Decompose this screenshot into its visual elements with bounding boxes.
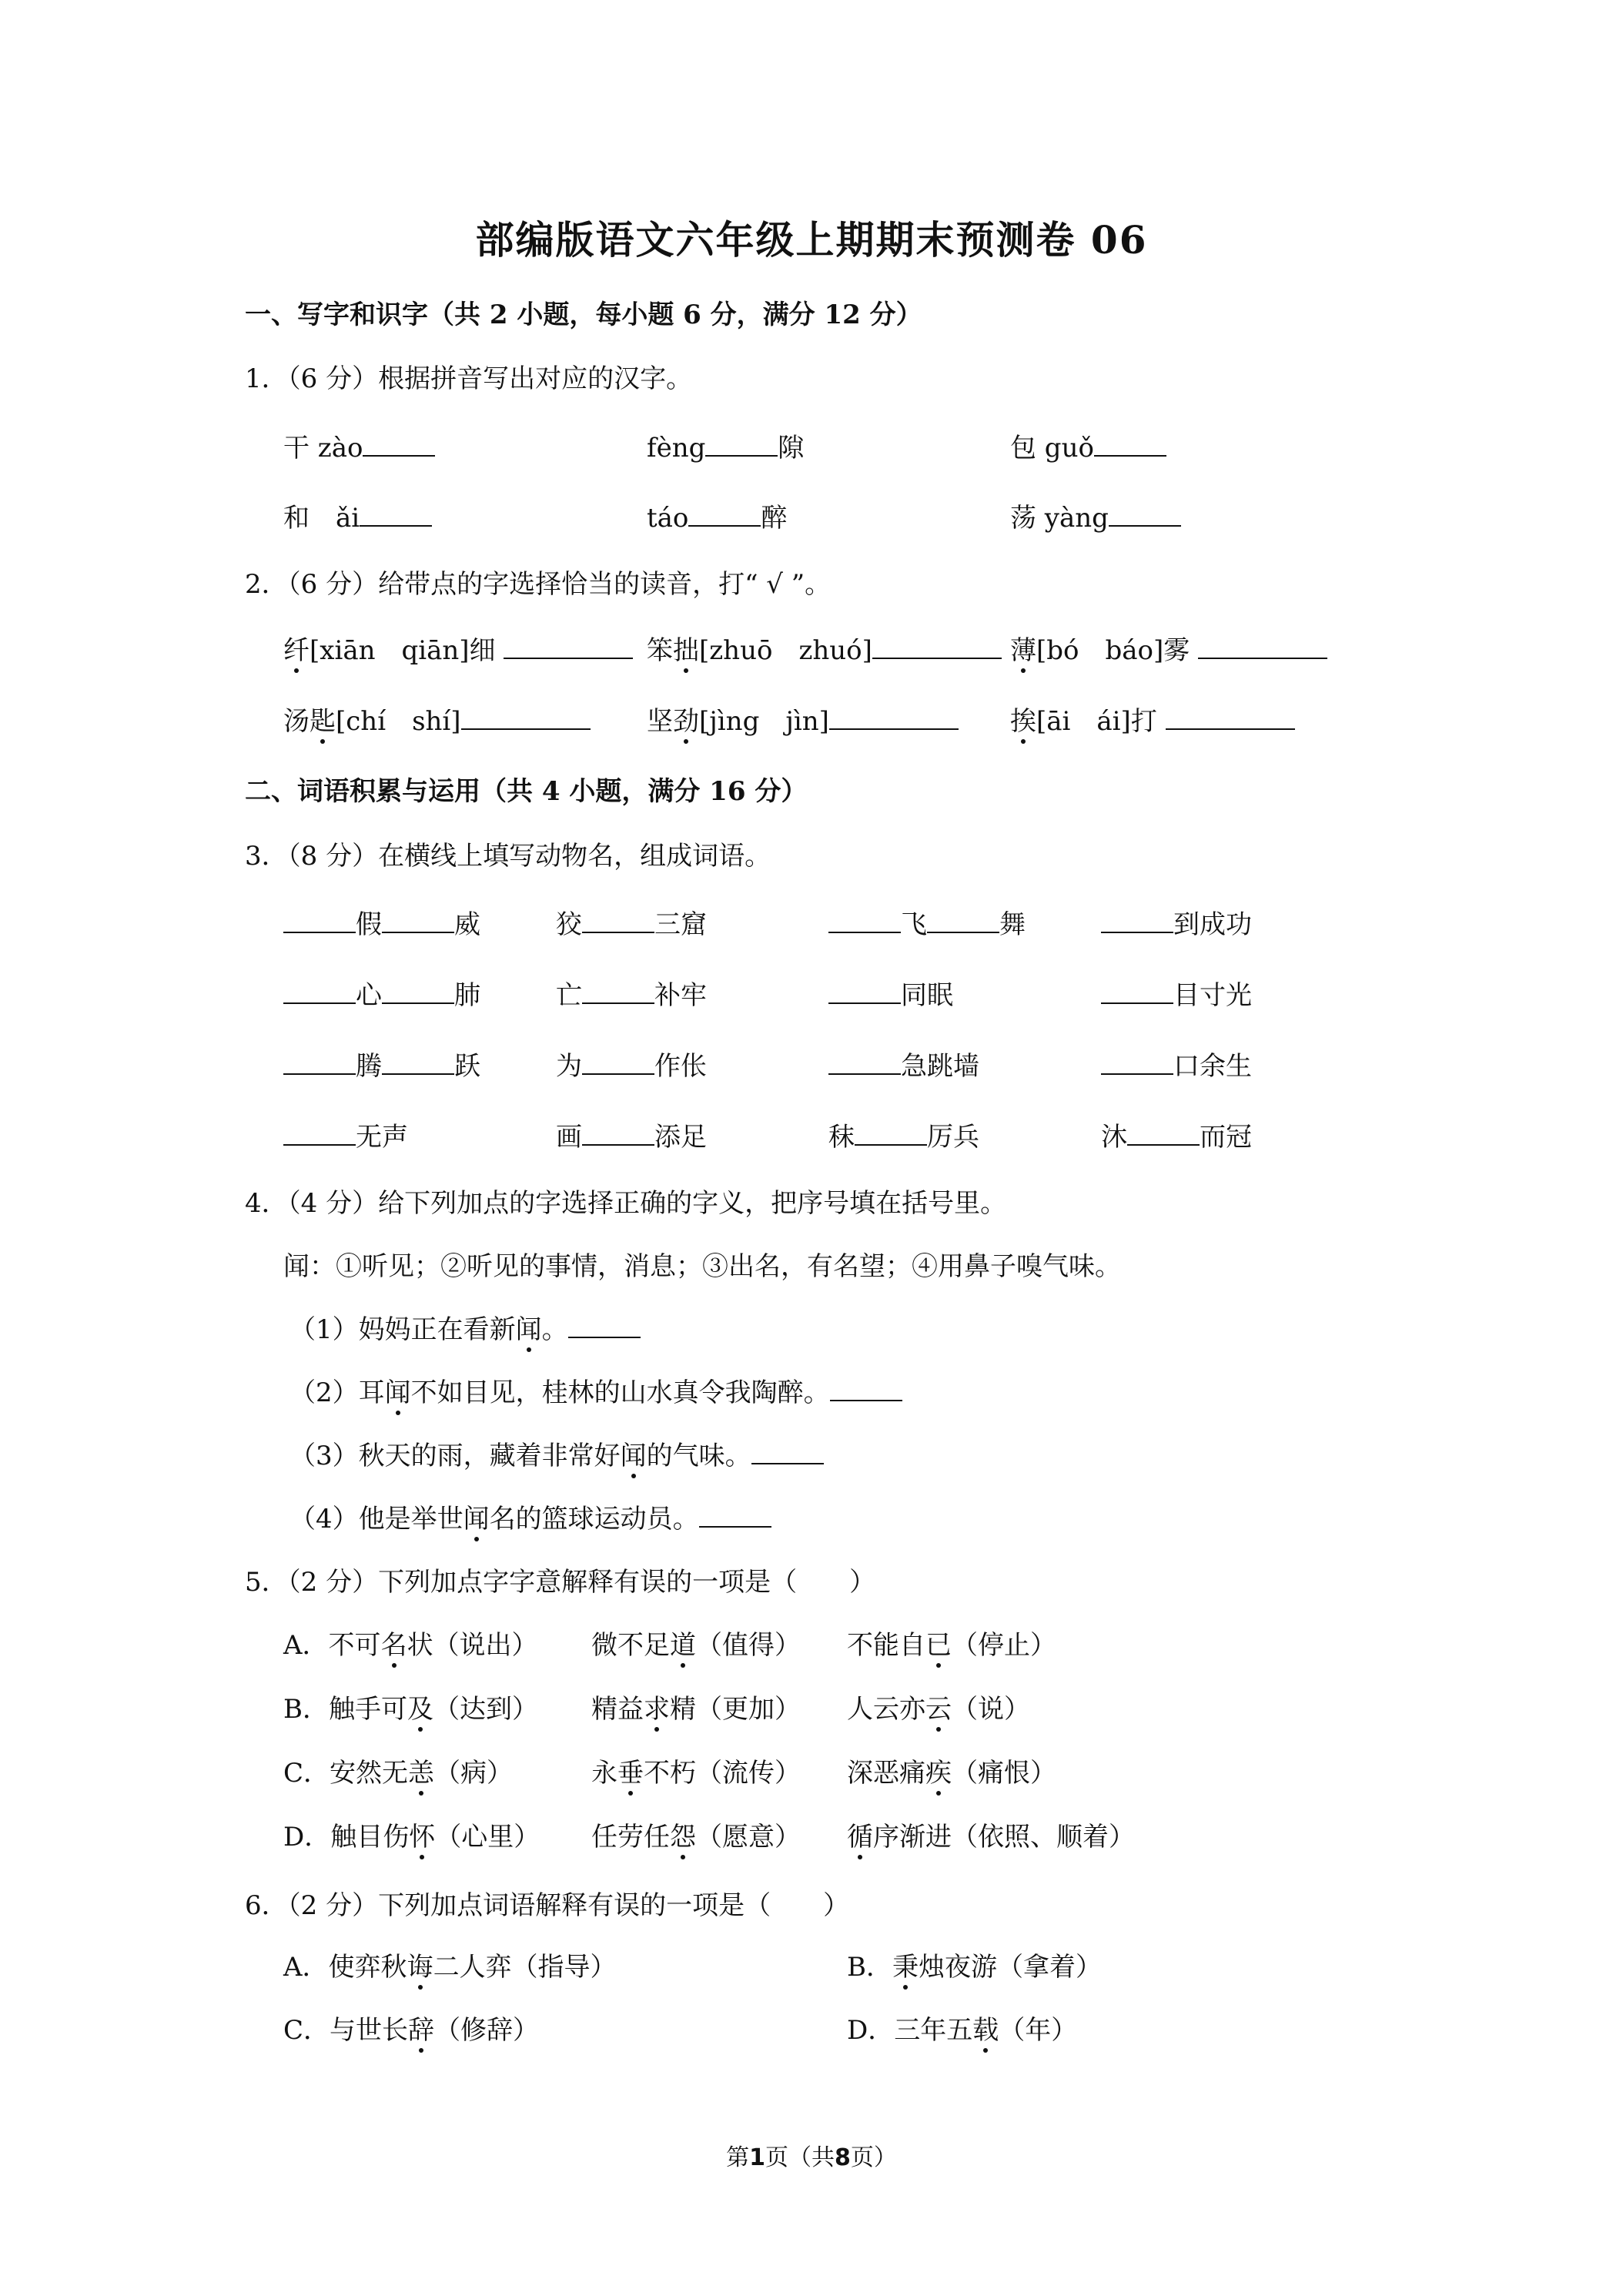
q5-text: （值得） <box>696 1630 801 1661</box>
answer-blank[interactable] <box>828 905 901 933</box>
page-title: 部编版语文六年级上期期末预测卷 06 <box>475 217 1148 263</box>
q1-item-6-text: 荡 yàng <box>1010 503 1109 534</box>
q3-text: 威 <box>454 909 480 940</box>
q2-item-6-options: [āi ái]打 <box>1036 706 1157 737</box>
q4-meanings: 闻：①听见；②听见的事情，消息；③出名，有名望；④用鼻子嗅气味。 <box>283 1251 1121 1282</box>
answer-blank[interactable] <box>382 1047 454 1075</box>
q6-text: （修辞） <box>434 2015 540 2046</box>
dotted-char: 云 <box>925 1694 952 1725</box>
q5-text: 状（说出） <box>407 1630 538 1661</box>
q3-text: 舞 <box>999 909 1026 940</box>
dotted-char: 恙 <box>408 1758 435 1789</box>
q5-option-c-1[interactable] <box>283 1754 513 1792</box>
q4-text: （2）耳 <box>289 1377 385 1408</box>
q3-text: 肺 <box>454 980 480 1011</box>
q5-option-d-2 <box>591 1818 801 1856</box>
q6-option-d[interactable] <box>847 2011 1077 2050</box>
footer-text: 页（共 <box>765 2144 835 2171</box>
q1-item-2 <box>647 429 804 467</box>
q6-option-a[interactable] <box>283 1948 617 1986</box>
q5-text: D．触目伤 <box>283 1822 410 1853</box>
dotted-char: 已 <box>925 1630 952 1661</box>
q3-item-3 <box>828 905 1026 944</box>
q5-text: 不朽（流传） <box>644 1758 801 1789</box>
answer-blank[interactable] <box>828 976 901 1004</box>
q1-item-3 <box>1010 429 1166 467</box>
dotted-char: 载 <box>972 2015 999 2046</box>
page-footer <box>0 2143 1623 2174</box>
q2-item-2-options: [zhuō zhuó] <box>699 635 872 666</box>
answer-blank[interactable] <box>1101 905 1173 933</box>
q2-item-6 <box>1010 702 1295 741</box>
dotted-char: 纤 <box>283 635 310 666</box>
q6-text: 二人弈（指导） <box>433 1952 617 1983</box>
q5-option-d-1[interactable] <box>283 1818 540 1856</box>
q3-text: 腾 <box>356 1051 382 1082</box>
q1-item-4 <box>283 499 432 537</box>
question-4-stem: 4．（4 分）给下列加点的字选择正确的字义，把序号填在括号里。 <box>245 1188 1007 1219</box>
q2-item-4-options: [chí shí] <box>336 706 461 737</box>
answer-blank[interactable] <box>699 1500 771 1528</box>
dotted-char: 闻 <box>384 1377 411 1408</box>
q6-text: 烛夜游（拿着） <box>919 1952 1102 1983</box>
answer-blank[interactable] <box>582 905 654 933</box>
q5-text: 任劳任 <box>591 1822 670 1853</box>
answer-blank[interactable] <box>382 976 454 1004</box>
footer-text: 页） <box>850 2144 897 2171</box>
answer-blank[interactable] <box>1166 702 1295 730</box>
q4-sentence-4 <box>289 1500 771 1538</box>
q1-item-2-pinyin: fèng <box>647 433 706 464</box>
q3-text: 为 <box>556 1051 582 1082</box>
q1-item-3-text: 包 guǒ <box>1010 433 1094 464</box>
answer-blank[interactable] <box>568 1310 641 1338</box>
dotted-char: 辞 <box>408 2015 435 2046</box>
q5-text: 微不足 <box>591 1630 670 1661</box>
answer-blank[interactable] <box>1101 976 1173 1004</box>
q3-text: 秣 <box>828 1122 855 1153</box>
q2-item-4-char: 汤 <box>283 706 310 737</box>
q1-item-5-char: 醉 <box>761 503 788 534</box>
q3-text: 沐 <box>1101 1122 1127 1153</box>
q6-text: （年） <box>999 2015 1078 2046</box>
question-2-stem: 2．（6 分）给带点的字选择恰当的读音，打“ √ ”。 <box>245 569 832 600</box>
q2-item-4 <box>283 702 591 741</box>
q3-item-16 <box>1101 1118 1252 1156</box>
q4-text: 名的篮球运动员。 <box>489 1504 699 1535</box>
q3-text: 作伥 <box>654 1051 707 1082</box>
q5-text: （病） <box>434 1758 514 1789</box>
q5-option-c-3 <box>847 1754 1056 1792</box>
q3-item-8 <box>1101 976 1252 1015</box>
q2-item-3 <box>1010 631 1327 670</box>
footer-text: 第 <box>726 2144 750 2171</box>
page-number: 1 <box>749 2144 765 2171</box>
dotted-char: 闻 <box>620 1441 647 1471</box>
answer-blank[interactable] <box>830 1374 902 1401</box>
answer-blank[interactable] <box>283 1118 356 1146</box>
q2-item-1-options: [xiān qiān]细 <box>310 635 496 666</box>
answer-blank[interactable] <box>382 905 454 933</box>
answer-blank[interactable] <box>1127 1118 1200 1146</box>
q3-text: 添足 <box>654 1122 707 1153</box>
q4-sentence-2 <box>289 1374 902 1412</box>
answer-blank[interactable] <box>283 976 356 1004</box>
q2-item-5-char: 坚 <box>647 706 673 737</box>
dotted-char: 劲 <box>673 706 699 737</box>
answer-blank[interactable] <box>1094 429 1166 457</box>
dotted-char: 闻 <box>463 1504 490 1535</box>
answer-blank[interactable] <box>1101 1047 1173 1075</box>
q6-option-b[interactable] <box>847 1948 1102 1986</box>
q5-text: （停止） <box>952 1630 1056 1661</box>
q1-item-5-pinyin: táo <box>647 503 689 534</box>
q3-text: 飞 <box>901 909 927 940</box>
q3-item-9 <box>283 1047 480 1086</box>
answer-blank[interactable] <box>582 976 654 1004</box>
q5-text: （达到） <box>433 1694 538 1725</box>
q5-option-b-1[interactable] <box>283 1690 538 1729</box>
dotted-char: 及 <box>407 1694 433 1725</box>
q3-text: 到成功 <box>1173 909 1252 940</box>
q5-option-a-3 <box>847 1626 1056 1665</box>
q3-item-7 <box>828 976 953 1015</box>
q3-item-15 <box>828 1118 979 1156</box>
answer-blank[interactable] <box>829 702 959 730</box>
q3-item-5 <box>283 976 480 1015</box>
q5-text: C．安然无 <box>283 1758 409 1789</box>
q2-item-2 <box>647 631 1002 670</box>
q1-item-5 <box>647 499 787 537</box>
q5-text: 不能自 <box>847 1630 925 1661</box>
dotted-char: 诲 <box>407 1952 433 1983</box>
q6-option-c[interactable] <box>283 2011 539 2050</box>
q5-text: （痛恨） <box>952 1758 1056 1789</box>
q5-option-a-2 <box>591 1626 801 1665</box>
answer-blank[interactable] <box>582 1047 654 1075</box>
q5-text: 深恶痛 <box>847 1758 925 1789</box>
answer-blank[interactable] <box>1198 631 1327 659</box>
dotted-char: 疾 <box>925 1758 952 1789</box>
q5-option-d-3 <box>847 1818 1135 1856</box>
q5-text: （愿意） <box>696 1822 801 1853</box>
q3-item-14 <box>556 1118 707 1156</box>
answer-blank[interactable] <box>828 1047 901 1075</box>
q3-text: 假 <box>356 909 382 940</box>
dotted-char: 道 <box>670 1630 696 1661</box>
answer-blank[interactable] <box>855 1118 927 1146</box>
q1-item-4-text: 和 ǎi <box>283 503 360 534</box>
q3-text: 亡 <box>556 980 582 1011</box>
q5-option-b-3 <box>847 1690 1030 1729</box>
dotted-char: 怨 <box>670 1822 696 1853</box>
q4-sentence-3 <box>289 1437 824 1475</box>
q6-text: B． <box>847 1952 892 1983</box>
section-heading-2: 二、词语积累与运用（共 4 小题，满分 16 分） <box>245 776 808 807</box>
q3-text: 而冠 <box>1200 1122 1252 1153</box>
q1-item-6 <box>1010 499 1181 537</box>
answer-blank[interactable] <box>872 631 1002 659</box>
q5-option-c-2 <box>591 1754 801 1792</box>
q5-text: 永 <box>591 1758 617 1789</box>
q3-text: 厉兵 <box>927 1122 979 1153</box>
answer-blank[interactable] <box>363 429 435 457</box>
q4-text: （1）妈妈正在看新 <box>289 1314 516 1345</box>
answer-blank[interactable] <box>461 702 591 730</box>
answer-blank[interactable] <box>927 905 999 933</box>
q3-item-10 <box>556 1047 707 1086</box>
q1-item-1-text: 干 zào <box>283 433 363 464</box>
dotted-char: 垂 <box>617 1758 644 1789</box>
q4-text: 不如目见，桂林的山水真令我陶醉。 <box>410 1377 830 1408</box>
question-1-stem: 1．（6 分）根据拼音写出对应的汉字。 <box>245 363 693 394</box>
q3-text: 无声 <box>356 1122 408 1153</box>
q3-text: 画 <box>556 1122 582 1153</box>
dotted-char: 循 <box>847 1822 873 1853</box>
q2-item-2-char: 笨 <box>647 635 673 666</box>
q2-item-3-options: [bó báo]雾 <box>1036 635 1190 666</box>
q2-item-1 <box>283 631 633 670</box>
q1-item-1 <box>283 429 435 467</box>
dotted-char: 拙 <box>673 635 699 666</box>
q4-text: （4）他是举世 <box>289 1504 463 1535</box>
q3-text: 三窟 <box>654 909 707 940</box>
q3-text: 急跳墙 <box>901 1051 979 1082</box>
q5-text: B．触手可 <box>283 1694 407 1725</box>
q3-text: 狡 <box>556 909 582 940</box>
answer-blank[interactable] <box>360 499 432 527</box>
dotted-char: 怀 <box>409 1822 436 1853</box>
q5-option-b-2: 精益求精（更加） <box>591 1694 801 1725</box>
q5-text: （说） <box>952 1694 1030 1725</box>
answer-blank[interactable] <box>504 631 633 659</box>
answer-blank[interactable] <box>1109 499 1181 527</box>
q3-item-6 <box>556 976 707 1015</box>
q1-item-2-char: 隙 <box>778 433 805 464</box>
q3-text: 目寸光 <box>1173 980 1252 1011</box>
q5-option-a-1[interactable] <box>283 1626 538 1665</box>
q6-text: C．与世长 <box>283 2015 409 2046</box>
answer-blank[interactable] <box>751 1437 824 1464</box>
answer-blank[interactable] <box>283 905 356 933</box>
dotted-char: 求 <box>644 1694 670 1725</box>
section-heading-1: 一、写字和识字（共 2 小题，每小题 6 分，满分 12 分） <box>245 300 922 330</box>
q5-text: 序渐进（依照、顺着） <box>873 1822 1135 1853</box>
q2-item-5-options: [jìng jìn] <box>699 706 829 737</box>
question-5-stem: 5．（2 分）下列加点字字意解释有误的一项是（ ） <box>245 1567 876 1598</box>
q5-text: （更加） <box>696 1694 801 1725</box>
dotted-char: 闻 <box>515 1314 542 1345</box>
q3-item-11 <box>828 1047 979 1086</box>
q6-text: D．三年五 <box>847 2015 973 2046</box>
q5-text: （心里） <box>435 1822 540 1853</box>
q3-item-4 <box>1101 905 1252 944</box>
q4-text: 。 <box>541 1314 568 1345</box>
answer-blank[interactable] <box>705 429 778 457</box>
dotted-char: 匙 <box>310 706 336 737</box>
q3-text: 跃 <box>454 1051 480 1082</box>
q3-text: 心 <box>356 980 382 1011</box>
q5-text: A．不可 <box>283 1630 381 1661</box>
q3-item-12 <box>1101 1047 1252 1086</box>
answer-blank[interactable] <box>582 1118 654 1146</box>
q2-item-5 <box>647 702 959 741</box>
total-pages: 8 <box>835 2144 851 2171</box>
q5-text: 人云亦 <box>847 1694 925 1725</box>
question-3-stem: 3．（8 分）在横线上填写动物名，组成词语。 <box>245 841 771 872</box>
dotted-char: 薄 <box>1010 635 1036 666</box>
q3-text: 同眠 <box>901 980 953 1011</box>
question-6-stem: 6．（2 分）下列加点词语解释有误的一项是（ ） <box>245 1890 850 1921</box>
dotted-char: 名 <box>380 1630 407 1661</box>
q3-text: 补牢 <box>654 980 707 1011</box>
dotted-char: 秉 <box>892 1952 919 1983</box>
q3-item-1 <box>283 905 480 944</box>
answer-blank[interactable] <box>283 1047 356 1075</box>
q4-sentence-1 <box>289 1310 641 1349</box>
q4-text: 的气味。 <box>646 1441 751 1471</box>
q6-text: A．使弈秋 <box>283 1952 407 1983</box>
dotted-char: 挨 <box>1010 706 1036 737</box>
q4-text: （3）秋天的雨，藏着非常好 <box>289 1441 621 1471</box>
answer-blank[interactable] <box>688 499 761 527</box>
q3-item-2 <box>556 905 707 944</box>
q3-text: 口余生 <box>1173 1051 1252 1082</box>
q3-item-13 <box>283 1118 408 1156</box>
